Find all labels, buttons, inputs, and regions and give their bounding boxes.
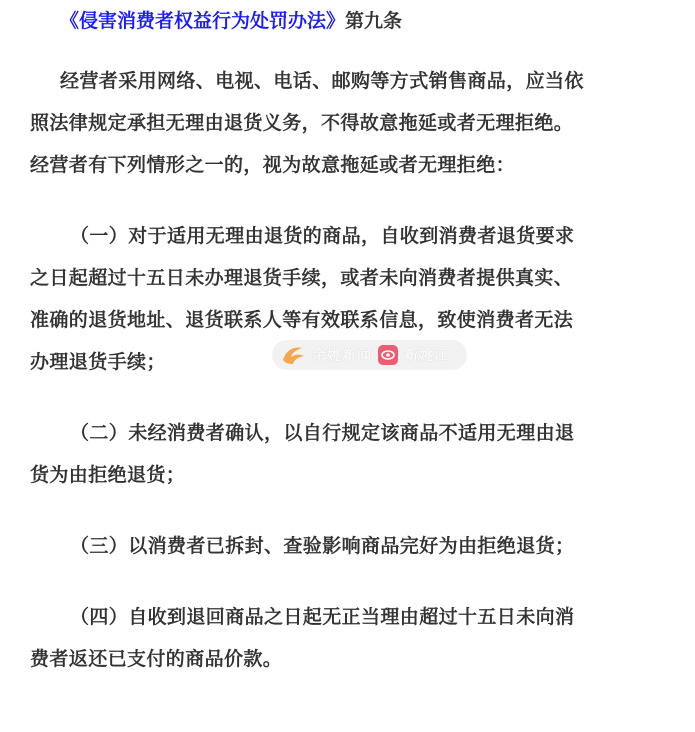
article-intro: 经营者采用网络、电视、电话、邮购等方式销售商品，应当依照法律规定承担无理由退货义务，不得故意拖延或者无理拒绝。经营者有下列情形之一的，视为故意拖延或者无理拒绝： (30, 70, 584, 176)
eye-badge-icon (378, 345, 398, 365)
flame-logo-icon (280, 344, 306, 366)
law-title-link[interactable]: 《侵害消费者权益行为处罚办法》 (60, 10, 346, 32)
article-item-2: （二）未经消费者确认，以自行规定该商品不适用无理由退货为由拒绝退货； (30, 422, 575, 486)
article-heading (30, 6, 590, 36)
article-item-3: （三）以消费者已拆封、查验影响商品完好为由拒绝退货； (70, 535, 575, 557)
watermark-brand-b: 新姚江 (404, 348, 449, 364)
watermark (272, 340, 467, 370)
watermark-brand-a: 余姚新闻 (312, 348, 372, 364)
article-item-4: （四）自收到退回商品之日起无正当理由超过十五日未向消费者返还已支付的商品价款。 (30, 606, 575, 670)
article-number: 第九条 (345, 10, 403, 32)
article-item-1: （一）对于适用无理由退货的商品，自收到消费者退货要求之日起超过十五日未办理退货手续，或者未向消费者提供真实、准确的退货地址、退货联系人等有效联系信息，致使消费者无法办理退货手续； (30, 225, 575, 373)
